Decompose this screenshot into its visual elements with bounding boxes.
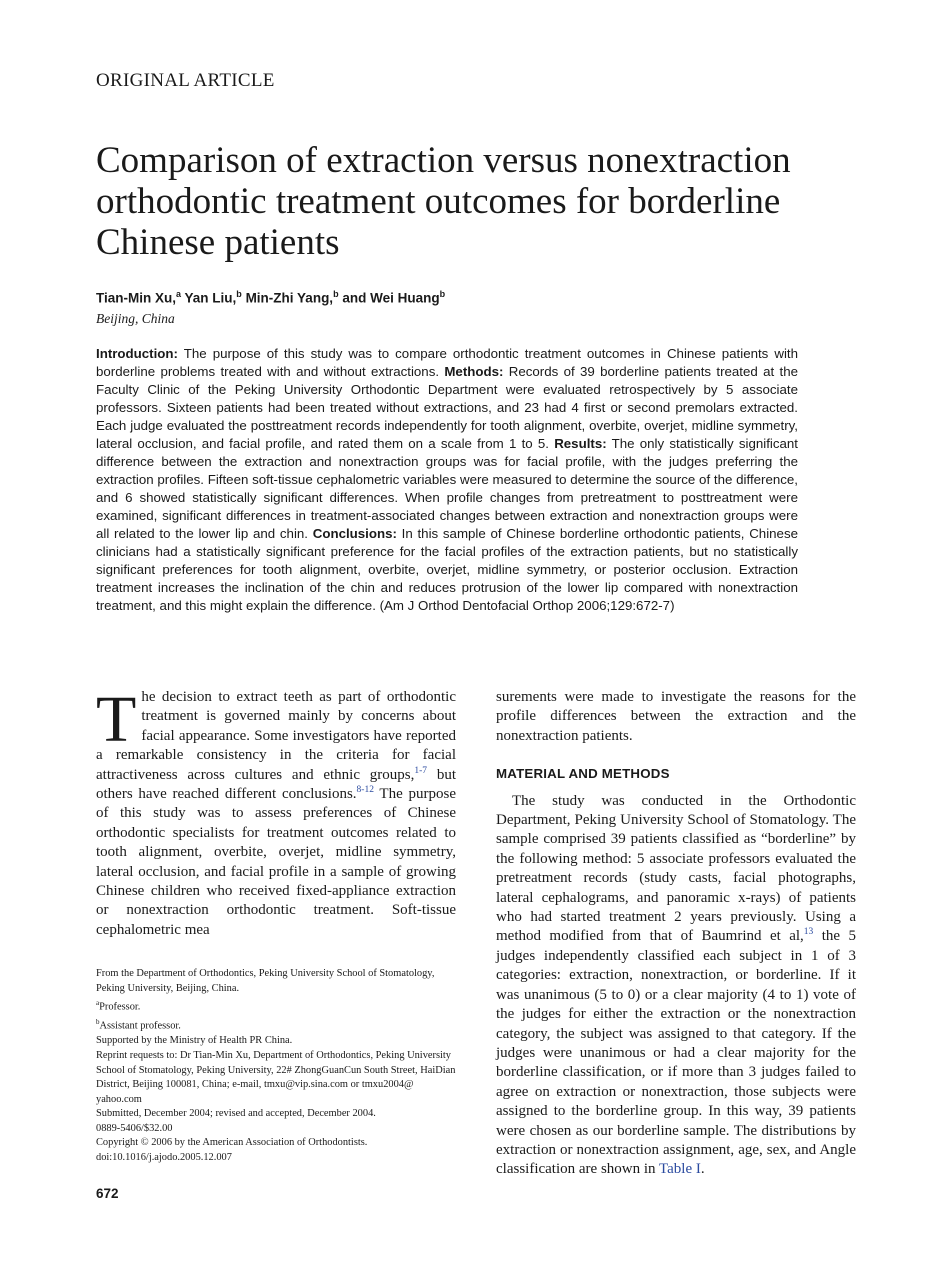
intro-text-part-1: he decision to extract teeth as part of orthodontic treatment is governed mainly by concerns about facial appearance. Some investigators have reported a remarkable consistency in the criteria for facial attractiveness across cultures and ethnic groups,	[96, 689, 456, 783]
table-i-link[interactable]: Table I	[659, 1161, 701, 1178]
abstract-introduction-label: Introduction:	[96, 346, 178, 361]
footnote-reprint-email: yahoo.com	[96, 1093, 142, 1105]
drop-cap: T	[96, 683, 137, 756]
footnote-reprint: Reprint requests to: Dr Tian-Min Xu, Department of Orthodontics, Peking University School of Stomatology, Peking University, 22# ZhongGuanCun South Street, HaiDian District, Beijing 100081, China; e-mail, tmxu@vip.sina.com or tmxu2004@	[96, 1049, 456, 1091]
methods-text-part-1: The study was conducted in the Orthodontic Department, Peking University School of Stomatology. The sample comprised 39 patients classified as “borderline” by the following method: 5 associate professors evaluated the pretreatment records (study casts, facial photographs, lateral cephalograms, and panoramic x-rays) of patients who had started treatment 2 years previously. Using a method modified from that of Baumrind et al,	[496, 792, 856, 945]
abstract-results-label: Results:	[554, 436, 607, 451]
author-name: Yan Liu,	[184, 290, 237, 306]
body-right-column	[496, 688, 856, 1180]
abstract	[96, 345, 798, 615]
author-affiliation-mark: b	[236, 289, 242, 299]
intro-text-part-2: but others have reached different conclusions.	[96, 766, 456, 803]
footnote-doi: doi:10.1016/j.ajodo.2005.12.007	[96, 1152, 232, 1164]
footnote-a: $^a$Professor.	[96, 999, 141, 1013]
abstract-methods-label: Methods:	[444, 364, 504, 379]
citation-link-8-12[interactable]: 8-12	[356, 785, 374, 796]
citation-link-13[interactable]: 13	[803, 927, 814, 938]
abstract-methods-text: Records of 39 borderline patients treated at the Faculty Clinic of the Peking University Orthodontic Department were evaluated retrospectively by 5 associate professors. Sixteen patients had been treated without extractions, and 23 had 4 first or second premolars extracted. Each judge evaluated the posttreatment records independently for tooth alignment, overbite, overjet, midline symmetry, lateral occlusion, and facial profile, and rated them on a scale from 1 to 5.	[96, 364, 798, 451]
methods-text-end: .	[700, 1161, 705, 1178]
footnote-b: $^b$Assistant professor.	[96, 1018, 181, 1032]
author-name: Min-Zhi Yang,	[245, 290, 334, 306]
intro-paragraph	[96, 683, 456, 940]
footnote-support: Supported by the Ministry of Health PR China.	[96, 1035, 293, 1047]
page-number: 672	[96, 1186, 119, 1201]
footnotes	[96, 967, 461, 1166]
author-name: and Wei Huang	[342, 290, 440, 306]
footnote-issn: 0889-5406/$32.00	[96, 1122, 173, 1134]
intro-continuation: surements were made to investigate the reasons for the profile differences between the extraction and the nonextraction patients.	[496, 689, 856, 744]
footnote-submitted: Submitted, December 2004; revised and accepted, December 2004.	[96, 1108, 376, 1120]
article-title: Comparison of extraction versus nonextraction orthodontic treatment outcomes for borderline Chinese patients	[96, 140, 791, 263]
affiliation: Beijing, China	[96, 311, 175, 326]
body-left-column	[96, 683, 456, 940]
author-affiliation-mark: a	[176, 289, 182, 299]
abstract-conclusions-text: In this sample of Chinese borderline orthodontic patients, Chinese clinicians had a statistically significant preference for the facial profiles of the extraction patients, but no statistically significant preferences for tooth alignment, overbite, overjet, midline symmetry, or posterior occlusion. Extraction treatment increases the inclination of the chin and reduces protrusion of the lower lip compared with nonextraction treatment, and this might explain the difference. (Am J Orthod Dentofacial Orthop 2006;129:672-7)	[96, 526, 798, 613]
abstract-conclusions-label: Conclusions:	[312, 526, 397, 541]
methods-text-part-2: the 5 judges independently classified each subject in 1 of 3 categories: extraction, nonextraction, or borderline. If it was unanimous (5 to 0) or a clear majority (4 to 1) vote of the judges for either the extraction or the nonextraction category, the subject was assigned to that category. If the judges were unanimous or had a clear majority for the borderline classification, or if more than 3 judges failed to agree on extraction or nonextraction, those subjects were assigned to the borderline group. In this way, 39 patients were chosen as our borderline sample. The distributions by extraction or nonextraction assignment, age, sex, and Angle classification are shown in	[496, 928, 857, 1178]
abstract-results-text: The only statistically significant difference between the extraction and nonextraction groups was for facial profile, with the judges preferring the extraction profiles. Fifteen soft-tissue cephalometric variables were measured to determine the source of the difference, and 6 showed statistically significant differences. When profile changes from pretreatment to posttreatment were examined, significant differences in treatment-associated changes between extraction and nonextraction groups were all related to the lower lip and chin.	[96, 436, 798, 541]
abstract-introduction-text: The purpose of this study was to compare orthodontic treatment outcomes in Chinese patients with borderline problems treated with and without extractions.	[96, 346, 798, 379]
intro-text-part-3: The purpose of this study was to assess preferences of Chinese orthodontic specialists for treatment outcomes related to tooth alignment, overbite, overjet, midline symmetry, lateral occlusion, and facial profile in a sample of growing Chinese children who received fixed-appliance extraction or nonextraction orthodontic treatment. Soft-tissue cephalometric mea	[96, 786, 456, 938]
author-list	[96, 289, 445, 306]
section-heading-methods: MATERIAL AND METHODS	[496, 766, 670, 782]
citation-link-1-7[interactable]: 1-7	[414, 765, 428, 776]
section-label: ORIGINAL ARTICLE	[96, 70, 275, 91]
footnote-copyright: Copyright © 2006 by the American Association of Orthodontists.	[96, 1137, 368, 1149]
author-affiliation-mark: b	[439, 289, 446, 299]
footnote-department: From the Department of Orthodontics, Peking University School of Stomatology, Peking University, Beijing, China.	[96, 968, 435, 994]
author-name: Tian-Min Xu,	[96, 290, 176, 306]
methods-paragraph	[496, 792, 856, 1180]
author-affiliation-mark: b	[333, 289, 339, 299]
